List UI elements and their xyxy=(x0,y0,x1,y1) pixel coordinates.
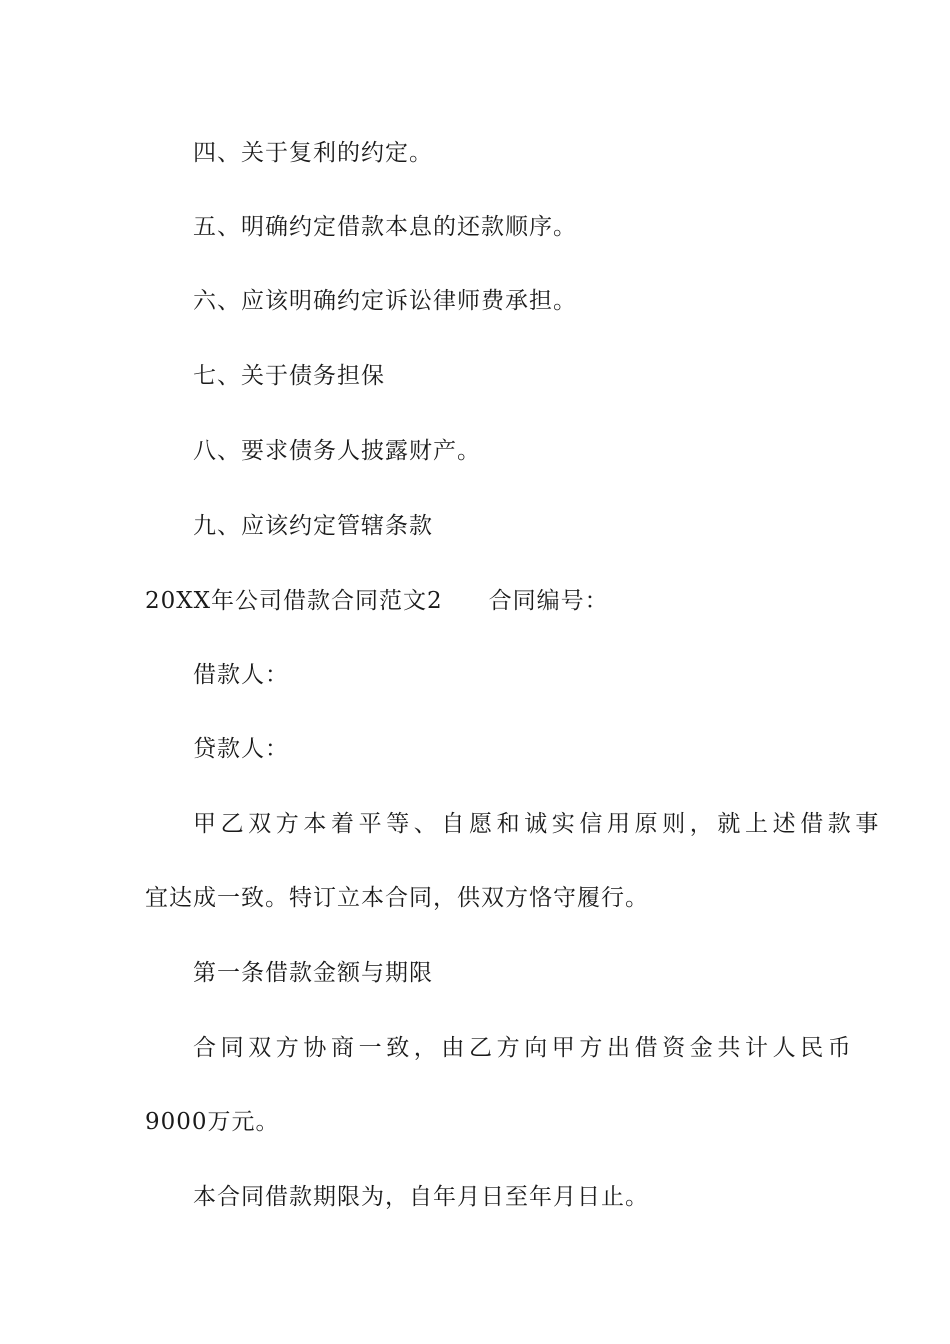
article-1-term-line: 本合同借款期限为，自年月日至年月日止。 xyxy=(193,1184,649,1210)
clause-line-6: 六、应该明确约定诉讼律师费承担。 xyxy=(193,288,577,314)
lender-label: 贷款人： xyxy=(193,736,289,762)
intro-paragraph-line-2: 宜达成一致。特订立本合同，供双方恪守履行。 xyxy=(145,885,649,911)
clause-line-4: 四、关于复利的约定。 xyxy=(193,140,433,166)
clause-line-9: 九、应该约定管辖条款 xyxy=(193,513,433,539)
article-1-title: 第一条借款金额与期限 xyxy=(193,960,433,986)
clause-line-7: 七、关于债务担保 xyxy=(193,363,385,389)
section-heading xyxy=(145,586,609,616)
intro-paragraph-line-1: 甲乙双方本着平等、自愿和诚实信用原则，就上述借款事 xyxy=(193,811,883,837)
borrower-label: 借款人： xyxy=(193,662,289,688)
article-1-paragraph-line-1: 合同双方协商一致，由乙方向甲方出借资金共计人民币 xyxy=(193,1035,856,1061)
clause-line-8: 八、要求债务人披露财产。 xyxy=(193,438,481,464)
clause-line-5: 五、明确约定借款本息的还款顺序。 xyxy=(193,214,577,240)
contract-number-label: 合同编号： xyxy=(488,588,609,614)
section-title: 20XX年公司借款合同范文2 xyxy=(145,588,443,614)
article-1-paragraph-line-2: 9000万元。 xyxy=(145,1109,280,1135)
